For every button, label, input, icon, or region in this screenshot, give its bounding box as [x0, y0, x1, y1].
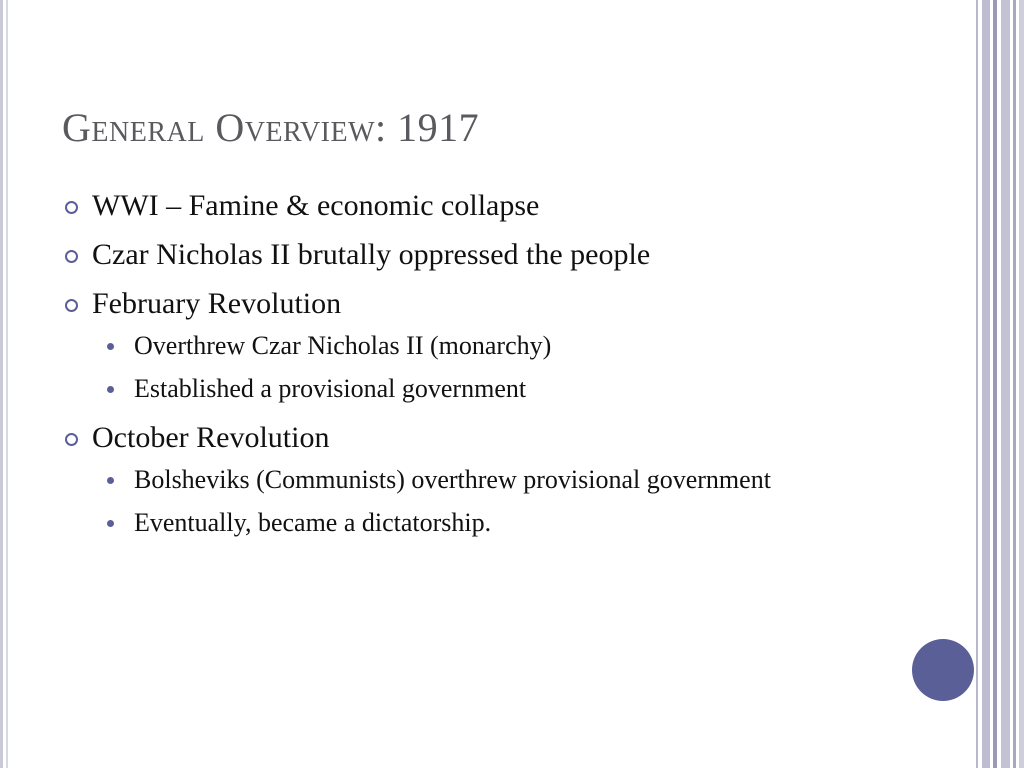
left-border-line [6, 0, 8, 768]
dot-bullet-icon [107, 386, 114, 393]
sub-list-item [134, 371, 842, 407]
decorative-stripe [1019, 0, 1024, 768]
list-item-text: WWI – Famine & economic collapse [92, 189, 540, 222]
sub-list-item [134, 328, 842, 364]
list-item [62, 235, 842, 275]
list-item [62, 284, 842, 324]
decorative-stripe [1001, 0, 1010, 768]
bullet-list [62, 186, 842, 548]
ring-bullet-icon [65, 250, 78, 263]
ring-bullet-icon [65, 299, 78, 312]
dot-bullet-icon [107, 343, 114, 350]
list-item-text: February Revolution [92, 287, 342, 320]
ring-bullet-icon [65, 201, 78, 214]
decorative-stripe [993, 0, 997, 768]
decorative-stripe [1013, 0, 1016, 768]
sub-list-item-text: Eventually, became a dictatorship. [134, 508, 492, 537]
list-item-text: Czar Nicholas II brutally oppressed the people [92, 238, 651, 271]
sub-list-item-text: Established a provisional government [134, 374, 527, 403]
ring-bullet-icon [65, 433, 78, 446]
decorative-circle [912, 639, 974, 701]
left-border-line [0, 0, 3, 768]
sub-list-item-text: Bolsheviks (Communists) overthrew provisional government [134, 465, 771, 494]
sub-list-item [134, 505, 842, 541]
decorative-stripe [982, 0, 990, 768]
dot-bullet-icon [107, 520, 114, 527]
list-item [62, 418, 842, 458]
list-item [62, 186, 842, 226]
slide-title: General Overview: 1917 [62, 105, 480, 150]
sub-list-item-text: Overthrew Czar Nicholas II (monarchy) [134, 331, 552, 360]
sub-list-item [134, 462, 814, 498]
decorative-stripe [976, 0, 978, 768]
dot-bullet-icon [107, 477, 114, 484]
list-item-text: October Revolution [92, 421, 330, 454]
